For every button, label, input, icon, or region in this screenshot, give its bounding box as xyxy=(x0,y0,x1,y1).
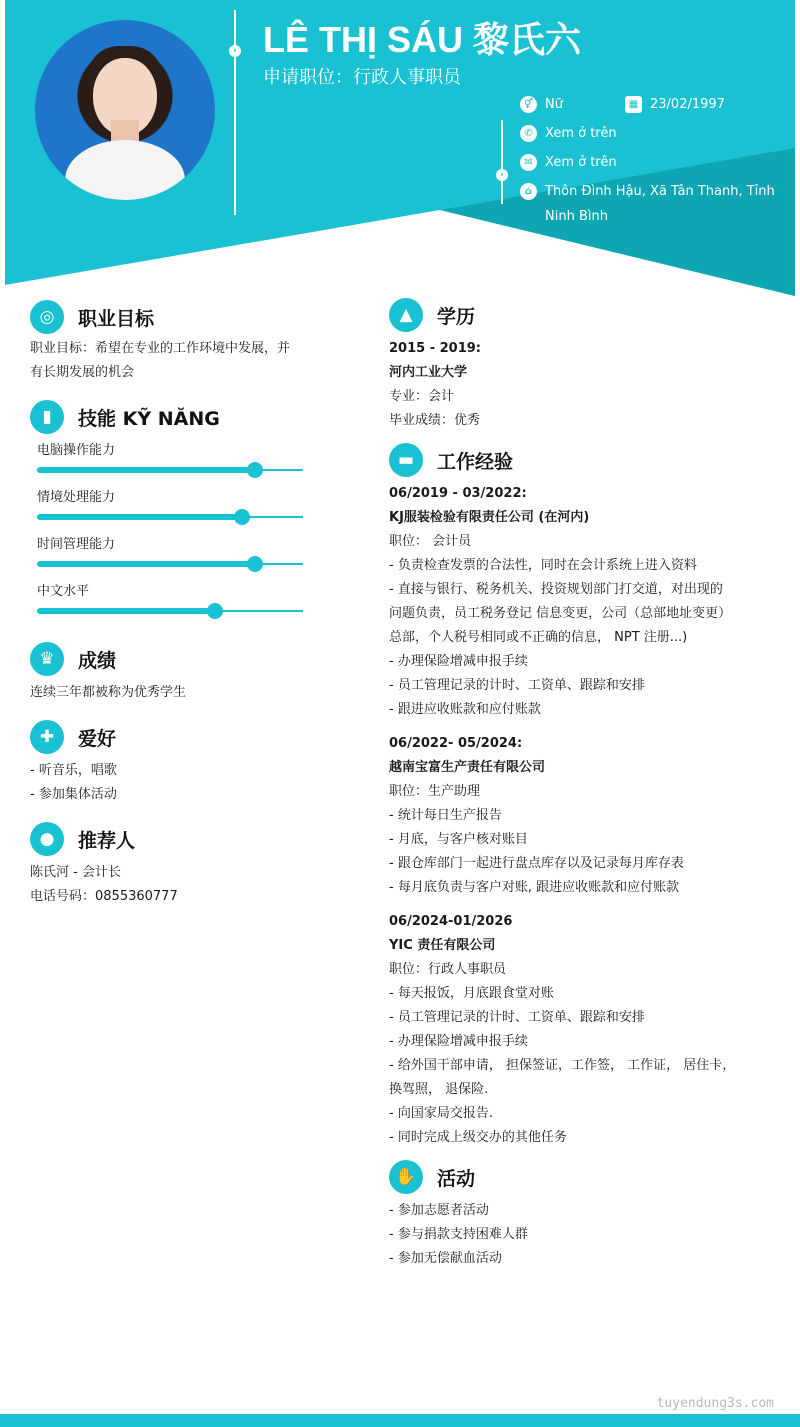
text-line: 职位： 会计员 xyxy=(389,534,472,549)
text-line: - 负责检查发票的合法性，同时在会计系统上进入资料 xyxy=(389,558,697,573)
activities-text xyxy=(389,1199,789,1271)
gamepad-icon: ✚ xyxy=(30,720,64,754)
address-value xyxy=(545,179,775,229)
section-title: 活动 xyxy=(437,1167,476,1190)
section-title: 工作经验 xyxy=(437,450,514,473)
calendar-icon: ▦ xyxy=(625,96,642,113)
section-title: 学历 xyxy=(437,305,476,328)
job-company: YIC 责任有限公司 xyxy=(389,938,496,953)
applied-position: 申请职位：行政人事职员 xyxy=(263,67,461,88)
text-line: - 直接与银行、税务机关、投资规划部门打交道，对出现的 xyxy=(389,582,723,597)
text-line: 职业目标：希望在专业的工作环境中发展，并 xyxy=(30,341,291,356)
gender-icon: ⚥ xyxy=(520,96,537,113)
section-activities xyxy=(389,1160,475,1194)
job-entry xyxy=(389,910,789,1150)
birthday-info xyxy=(625,96,725,117)
education-school: 河内工业大学 xyxy=(389,365,468,380)
graduation-cap-icon: ▲ xyxy=(389,298,423,332)
job-entry xyxy=(389,732,789,900)
job-entry xyxy=(389,482,789,722)
text-line: - 给外国干部申请， 担保签证，工作签， 工作证， 居住卡， xyxy=(389,1058,736,1073)
text-line: - 参加无偿献血活动 xyxy=(389,1251,502,1266)
skill-bar-handle xyxy=(247,462,263,478)
skill-label: 电脑操作能力 xyxy=(37,443,116,458)
home-icon: ⌂ xyxy=(520,183,537,200)
target-icon: ◎ xyxy=(30,300,64,334)
section-objective xyxy=(30,300,154,334)
section-skills xyxy=(30,400,220,434)
email-info xyxy=(520,154,617,175)
skill-bar-handle xyxy=(234,509,250,525)
watermark: tuyendung3s.com xyxy=(656,1396,774,1411)
address-line: Ninh Bình xyxy=(545,209,608,224)
skill-bar-fill xyxy=(37,467,255,473)
text-line: - 跟进应收账款和应付账款 xyxy=(389,702,541,717)
education-period: 2015 - 2019: xyxy=(389,341,482,356)
job-company: KJ服装检验有限责任公司 (在河内) xyxy=(389,510,590,525)
objective-text xyxy=(30,337,350,385)
text-line: - 参加集体活动 xyxy=(30,787,117,802)
text-line: 职位：生产助理 xyxy=(389,784,481,799)
skill-bar xyxy=(37,516,303,518)
section-hobbies xyxy=(30,720,116,754)
text-line: - 员工管理记录的计时、工资单、跟踪和安排 xyxy=(389,678,645,693)
email-value: Xem ở trên xyxy=(545,155,617,170)
text-line: 毕业成绩：优秀 xyxy=(389,413,481,428)
text-line: - 办理保险增减申报手续 xyxy=(389,1034,528,1049)
section-achievements xyxy=(30,642,116,676)
contact-divider xyxy=(501,120,503,204)
job-company: 越南宝富生产责任有限公司 xyxy=(389,760,546,775)
email-icon: ✉ xyxy=(520,154,537,171)
text-line: 问题负责，员工税务登记 信息变更，公司（总部地址变更） xyxy=(389,606,732,621)
text-line: 总部，个人税号相同或不正确的信息， NPT 注册...) xyxy=(389,630,688,645)
skill-bar-handle xyxy=(247,556,263,572)
phone-icon: ✆ xyxy=(520,125,537,142)
section-title: 成绩 xyxy=(78,649,117,672)
profile-photo xyxy=(35,20,215,200)
phone-value: Xem ở trên xyxy=(545,126,617,141)
gender-info xyxy=(520,96,563,117)
text-line: 专业：会计 xyxy=(389,389,455,404)
text-line: - 参与捐款支持困难人群 xyxy=(389,1227,528,1242)
text-line: - 跟仓库部门一起进行盘点库存以及记录每月库存表 xyxy=(389,856,684,871)
chevron-right-icon: › xyxy=(229,45,241,57)
skill-bar-handle xyxy=(207,603,223,619)
education-text xyxy=(389,337,779,433)
address-line: Thôn Đình Hậu, Xã Tân Thanh, Tỉnh xyxy=(545,184,775,199)
skill-item xyxy=(37,535,303,565)
text-line: 连续三年都被称为优秀学生 xyxy=(30,685,187,700)
gender-value: Nữ xyxy=(545,97,563,112)
section-title: 技能 KỸ NĂNG xyxy=(78,407,220,430)
achievements-text xyxy=(30,681,350,705)
skill-label: 时间管理能力 xyxy=(37,537,116,552)
hobbies-text xyxy=(30,759,350,807)
text-line: - 办理保险增减申报手续 xyxy=(389,654,528,669)
phone-info xyxy=(520,125,617,146)
skill-bar xyxy=(37,610,303,612)
text-line: 职位：行政人事职员 xyxy=(389,962,507,977)
section-education xyxy=(389,298,475,332)
person-icon: ● xyxy=(30,822,64,856)
text-line: 有长期发展的机会 xyxy=(30,365,135,380)
text-line: - 听音乐，唱歌 xyxy=(30,763,117,778)
section-title: 职业目标 xyxy=(78,307,155,330)
chevron-right-icon: › xyxy=(496,169,508,181)
skill-item xyxy=(37,441,303,471)
references-text xyxy=(30,861,350,909)
job-period: 06/2022- 05/2024: xyxy=(389,736,523,751)
skill-bar-fill xyxy=(37,561,255,567)
skill-label: 情境处理能力 xyxy=(37,490,116,505)
job-period: 06/2024-01/2026 xyxy=(389,914,513,929)
header-divider xyxy=(234,10,236,215)
text-line: - 员工管理记录的计时、工资单、跟踪和安排 xyxy=(389,1010,645,1025)
candidate-name: LÊ THỊ SÁU 黎氏六 xyxy=(263,19,582,60)
section-references xyxy=(30,822,135,856)
text-line: - 每月底负责与客户对账, 跟进应收账款和应付账款 xyxy=(389,880,680,895)
skill-label: 中文水平 xyxy=(37,584,90,599)
text-line: - 统计每日生产报告 xyxy=(389,808,502,823)
footer-bar xyxy=(0,1414,800,1427)
text-line: 电话号码：0855360777 xyxy=(30,889,178,904)
section-title: 爱好 xyxy=(78,727,117,750)
text-line: - 月底，与客户核对账目 xyxy=(389,832,528,847)
text-line: - 参加志愿者活动 xyxy=(389,1203,489,1218)
birthday-value: 23/02/1997 xyxy=(650,97,725,112)
briefcase-icon: ▬ xyxy=(389,443,423,477)
chart-icon: ▮ xyxy=(30,400,64,434)
text-line: 换驾照， 退保险. xyxy=(389,1082,489,1097)
skill-bar xyxy=(37,469,303,471)
text-line: - 同时完成上级交办的其他任务 xyxy=(389,1130,567,1145)
skill-bar xyxy=(37,563,303,565)
text-line: - 每天报饭，月底跟食堂对账 xyxy=(389,986,554,1001)
skill-bar-fill xyxy=(37,514,242,520)
text-line: 陈氏河 - 会计长 xyxy=(30,865,121,880)
skill-bar-fill xyxy=(37,608,215,614)
job-period: 06/2019 - 03/2022: xyxy=(389,486,527,501)
section-experience xyxy=(389,443,513,477)
address-info xyxy=(520,183,775,229)
skill-item xyxy=(37,488,303,518)
trophy-icon: ♛ xyxy=(30,642,64,676)
text-line: - 向国家局交报告. xyxy=(389,1106,493,1121)
section-title: 推荐人 xyxy=(78,829,136,852)
skill-item xyxy=(37,582,303,612)
thumbs-up-icon: ✋ xyxy=(389,1160,423,1194)
